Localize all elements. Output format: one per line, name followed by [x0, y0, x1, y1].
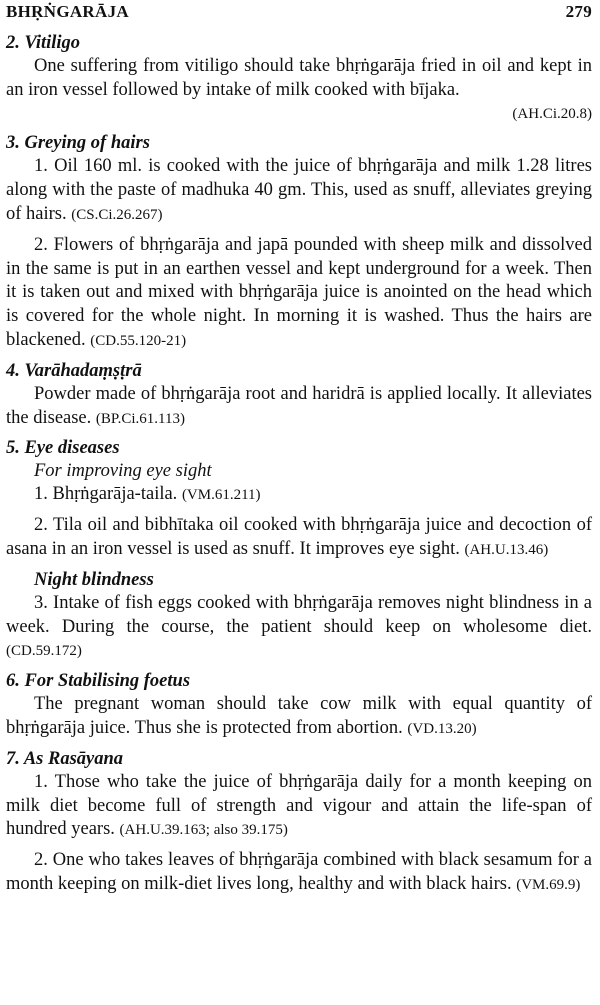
citation: (AH.Ci.20.8)	[512, 105, 592, 122]
section-eye-diseases	[6, 437, 592, 664]
paragraph	[6, 849, 592, 898]
citation: (CD.59.172)	[6, 643, 82, 660]
section-varahadamstra	[6, 360, 592, 432]
paragraph-text: 2. One who takes leaves of bhṛṅgarāja combined with black sesamum for a month keeping on milk-diet lives long, healthy and with black hairs.	[6, 850, 592, 894]
paragraph-text: 1. Oil 160 ml. is cooked with the juice of bhṛṅgarāja and milk 1.28 litres along with the paste of madhuka 40 gm. This, used as snuff, alleviates greying of hairs.	[6, 156, 592, 224]
paragraph	[6, 234, 592, 354]
paragraph-text: 2. Tila oil and bibhītaka oil cooked with bhṛṅgarāja juice and decoction of asana in an iron vessel is used as snuff. It improves eye sight.	[6, 515, 592, 559]
paragraph-text: Powder made of bhṛṅgarāja root and haridrā is applied locally. It alleviates the disease.	[6, 383, 592, 428]
running-head	[6, 0, 592, 28]
paragraph-text: 2. Flowers of bhṛṅgarāja and japā pounded with sheep milk and dissolved in the same is put in an earthen vessel and kept underground for a week. Then it is taken out and mixed with bhṛṅgarāja juice is anointed on the head which is covered for the whole night. In morning it is washed. Thus the hairs are blackened.	[6, 234, 592, 350]
paragraph-text: 3. Intake of fish eggs cooked with bhṛṅgarāja removes night blindness in a week. During the course, the patient should keep on wholesome diet.	[6, 592, 592, 637]
paragraph	[6, 55, 592, 126]
paragraph-text: 1. Those who take the juice of bhṛṅgarāja daily for a month keeping on milk diet become full of strength and vigour and attain the life-span of hundred years.	[6, 771, 592, 840]
section-vitiligo	[6, 32, 592, 126]
section-heading: 5. Eye diseases	[6, 438, 120, 459]
citation: (CD.55.120-21)	[90, 332, 187, 349]
subheading: For improving eye sight	[34, 461, 212, 482]
page-number: 279	[565, 2, 592, 21]
paragraph	[6, 383, 592, 432]
citation: (VM.69.9)	[516, 876, 581, 893]
section-heading: 3. Greying of hairs	[6, 133, 150, 154]
section-rasayana	[6, 748, 592, 898]
section-heading: 4. Varāhadaṃṣṭrā	[6, 360, 142, 381]
citation: (VD.13.20)	[407, 720, 477, 737]
running-head-title: BHṚṄGARĀJA	[6, 2, 129, 21]
section-greying-of-hairs	[6, 132, 592, 353]
paragraph	[6, 693, 592, 742]
subheading: Night blindness	[34, 569, 154, 590]
section-heading: 7. As Rasāyana	[6, 748, 124, 769]
paragraph-text: One suffering from vitiligo should take bhṛṅgarāja fried in oil and kept in an iron vessel followed by intake of milk cooked with bījaka.	[6, 56, 592, 100]
citation: (BP.Ci.61.113)	[95, 410, 185, 427]
paragraph	[6, 592, 592, 664]
citation: (CS.Ci.26.267)	[71, 206, 163, 223]
paragraph	[6, 483, 592, 508]
section-heading: 6. For Stabilising foetus	[6, 671, 191, 692]
paragraph-text: 1. Bhṛṅgarāja-taila.	[34, 484, 178, 505]
citation: (AH.U.39.163; also 39.175)	[119, 822, 288, 839]
paragraph-text: The pregnant woman should take cow milk with equal quantity of bhṛṅgarāja juice. Thus she is protected from abortion.	[6, 694, 592, 738]
citation: (VM.61.211)	[181, 487, 261, 504]
paragraph	[6, 514, 592, 563]
citation: (AH.U.13.46)	[464, 541, 549, 558]
paragraph	[6, 771, 592, 843]
paragraph	[6, 155, 592, 227]
section-stabilising-foetus	[6, 670, 592, 742]
section-heading: 2. Vitiligo	[6, 33, 81, 53]
